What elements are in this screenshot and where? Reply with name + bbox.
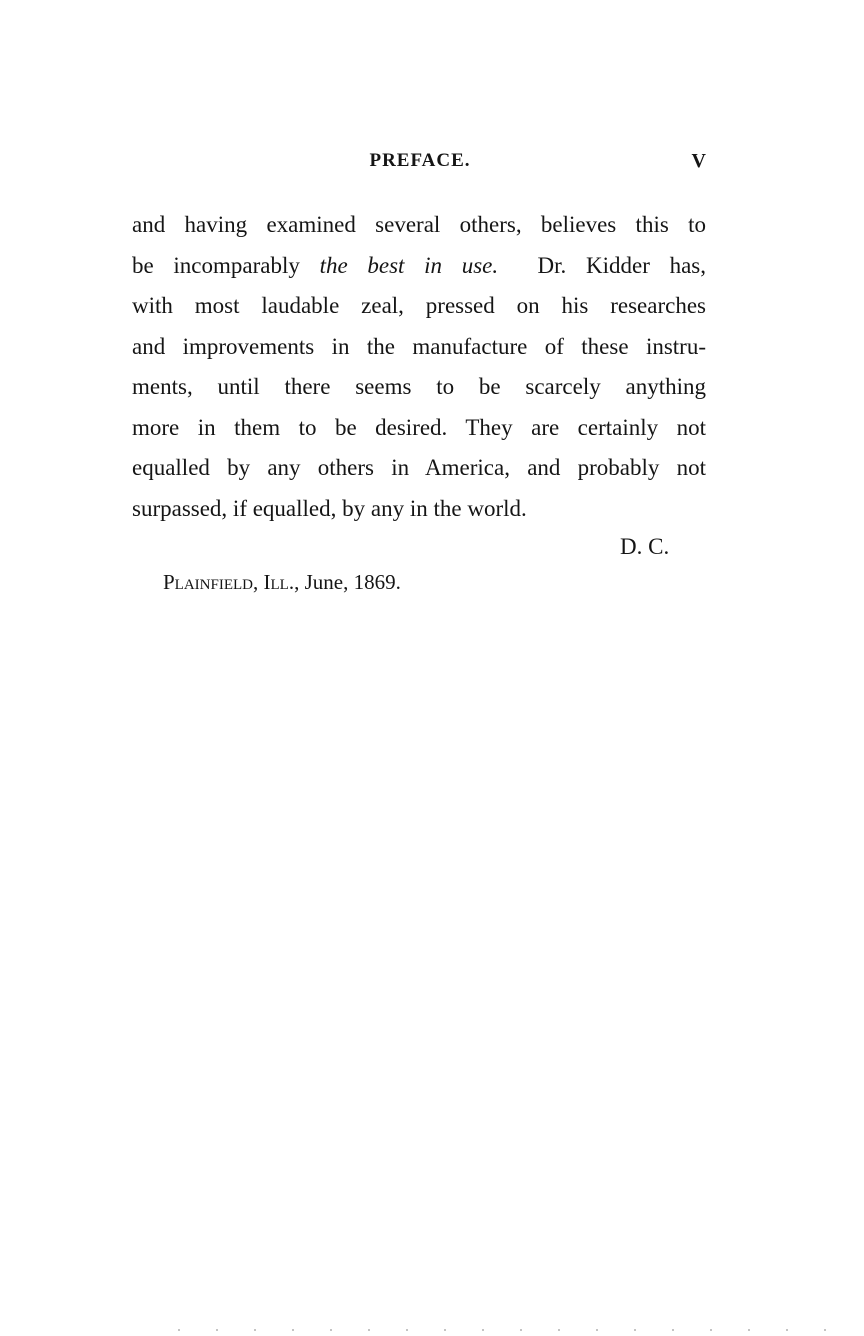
text-line: and improvements in the manufacture of these instru- <box>132 333 706 359</box>
text-line: surpassed, if equalled, by any in the world. <box>132 495 527 521</box>
text-line <box>132 246 706 287</box>
page-number: V <box>691 150 706 172</box>
text-segment: be incomparably <box>132 252 320 278</box>
scan-artifact-dots <box>160 1328 840 1332</box>
text-line: equalled by any others in America, and probably not <box>132 455 706 480</box>
dateline <box>163 567 401 597</box>
italic-emphasis: the best in use. <box>319 252 499 278</box>
dateline-date: June, 1869. <box>299 570 401 594</box>
text-line: with most laudable zeal, pressed on his researches <box>132 293 706 318</box>
signature-initials: D. C. <box>620 534 670 559</box>
running-head-title: PREFACE. <box>369 150 471 171</box>
text-line: more in them to be desired. They are certainly not <box>132 414 706 440</box>
running-head <box>132 150 708 180</box>
text-line: ments, until there seems to be scarcely anything <box>132 374 706 399</box>
text-line: and having examined several others, believes this to <box>132 212 706 237</box>
text-segment: Dr. Kidder has, <box>498 252 706 278</box>
preface-paragraph <box>132 205 706 529</box>
dateline-place: Plainfield, Ill., <box>163 570 300 594</box>
